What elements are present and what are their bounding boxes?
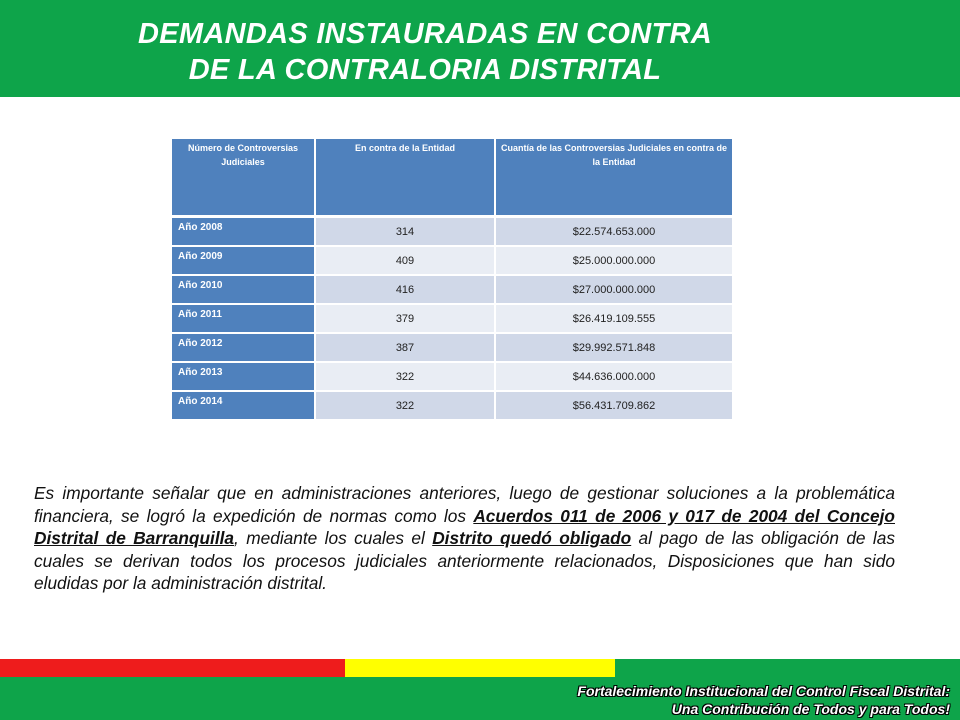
table-row xyxy=(172,391,732,420)
table-row xyxy=(172,304,732,333)
row-count: 379 xyxy=(315,304,495,333)
row-count: 409 xyxy=(315,246,495,275)
table-row xyxy=(172,362,732,391)
acuerdos-reference: Acuerdos 011 de 2006 y 017 de 2004 del Concejo Distrital de Barranquilla xyxy=(34,505,895,549)
footer-stripe-green xyxy=(615,659,960,677)
table-row xyxy=(172,275,732,304)
row-count: 322 xyxy=(315,362,495,391)
footer-slogan xyxy=(577,682,950,718)
row-amount: $25.000.000.000 xyxy=(495,246,732,275)
footer-stripe-red xyxy=(0,659,345,677)
footer-stripe-yellow xyxy=(345,659,615,677)
table-row xyxy=(172,246,732,275)
row-amount: $44.636.000.000 xyxy=(495,362,732,391)
row-amount: $27.000.000.000 xyxy=(495,275,732,304)
paragraph-text-1: Es importante señalar que en administraciones anteriores, luego de gestionar soluciones a la problemática financiera, se logró la expedición de normas como los xyxy=(34,483,895,526)
paragraph-text-3: al pago de las obligación de las cuales se derivan todos los procesos judiciales anteriormente relacionados, Disposiciones que han sido eludidas por la administración distrital. xyxy=(34,528,895,594)
row-year: Año 2013 xyxy=(172,362,315,391)
row-count: 416 xyxy=(315,275,495,304)
title-line-2: DE LA CONTRALORIA DISTRITAL xyxy=(188,54,662,86)
footer-line-2: Una Contribución de Todos y para Todos! xyxy=(671,701,950,717)
footer-banner xyxy=(0,677,960,720)
body-paragraph xyxy=(34,482,895,595)
row-year: Año 2014 xyxy=(172,391,315,420)
distrito-obligado-reference: Distrito quedó obligado xyxy=(432,528,632,549)
row-amount: $56.431.709.862 xyxy=(495,391,732,420)
controversias-table xyxy=(172,139,732,421)
footer-line-1: Fortalecimiento Institucional del Control Fiscal Distrital: xyxy=(577,683,950,699)
row-year: Año 2009 xyxy=(172,246,315,275)
column-header-numero: Número de Controversias Judiciales xyxy=(172,139,315,217)
table-row xyxy=(172,217,732,247)
row-year: Año 2010 xyxy=(172,275,315,304)
paragraph-text-2: , mediante los cuales el xyxy=(234,528,433,549)
table-row xyxy=(172,333,732,362)
row-count: 387 xyxy=(315,333,495,362)
column-header-cuantia: Cuantía de las Controversias Judiciales en contra de la Entidad xyxy=(495,139,732,217)
row-amount: $22.574.653.000 xyxy=(495,217,732,247)
title-line-1: DEMANDAS INSTAURADAS EN CONTRA xyxy=(138,18,712,50)
row-year: Año 2011 xyxy=(172,304,315,333)
row-amount: $26.419.109.555 xyxy=(495,304,732,333)
row-count: 314 xyxy=(315,217,495,247)
row-count: 322 xyxy=(315,391,495,420)
column-header-en-contra: En contra de la Entidad xyxy=(315,139,495,217)
table-header-row xyxy=(172,139,732,217)
page-title xyxy=(0,16,850,88)
row-year: Año 2012 xyxy=(172,333,315,362)
row-year: Año 2008 xyxy=(172,217,315,247)
header-banner xyxy=(0,0,960,97)
row-amount: $29.992.571.848 xyxy=(495,333,732,362)
